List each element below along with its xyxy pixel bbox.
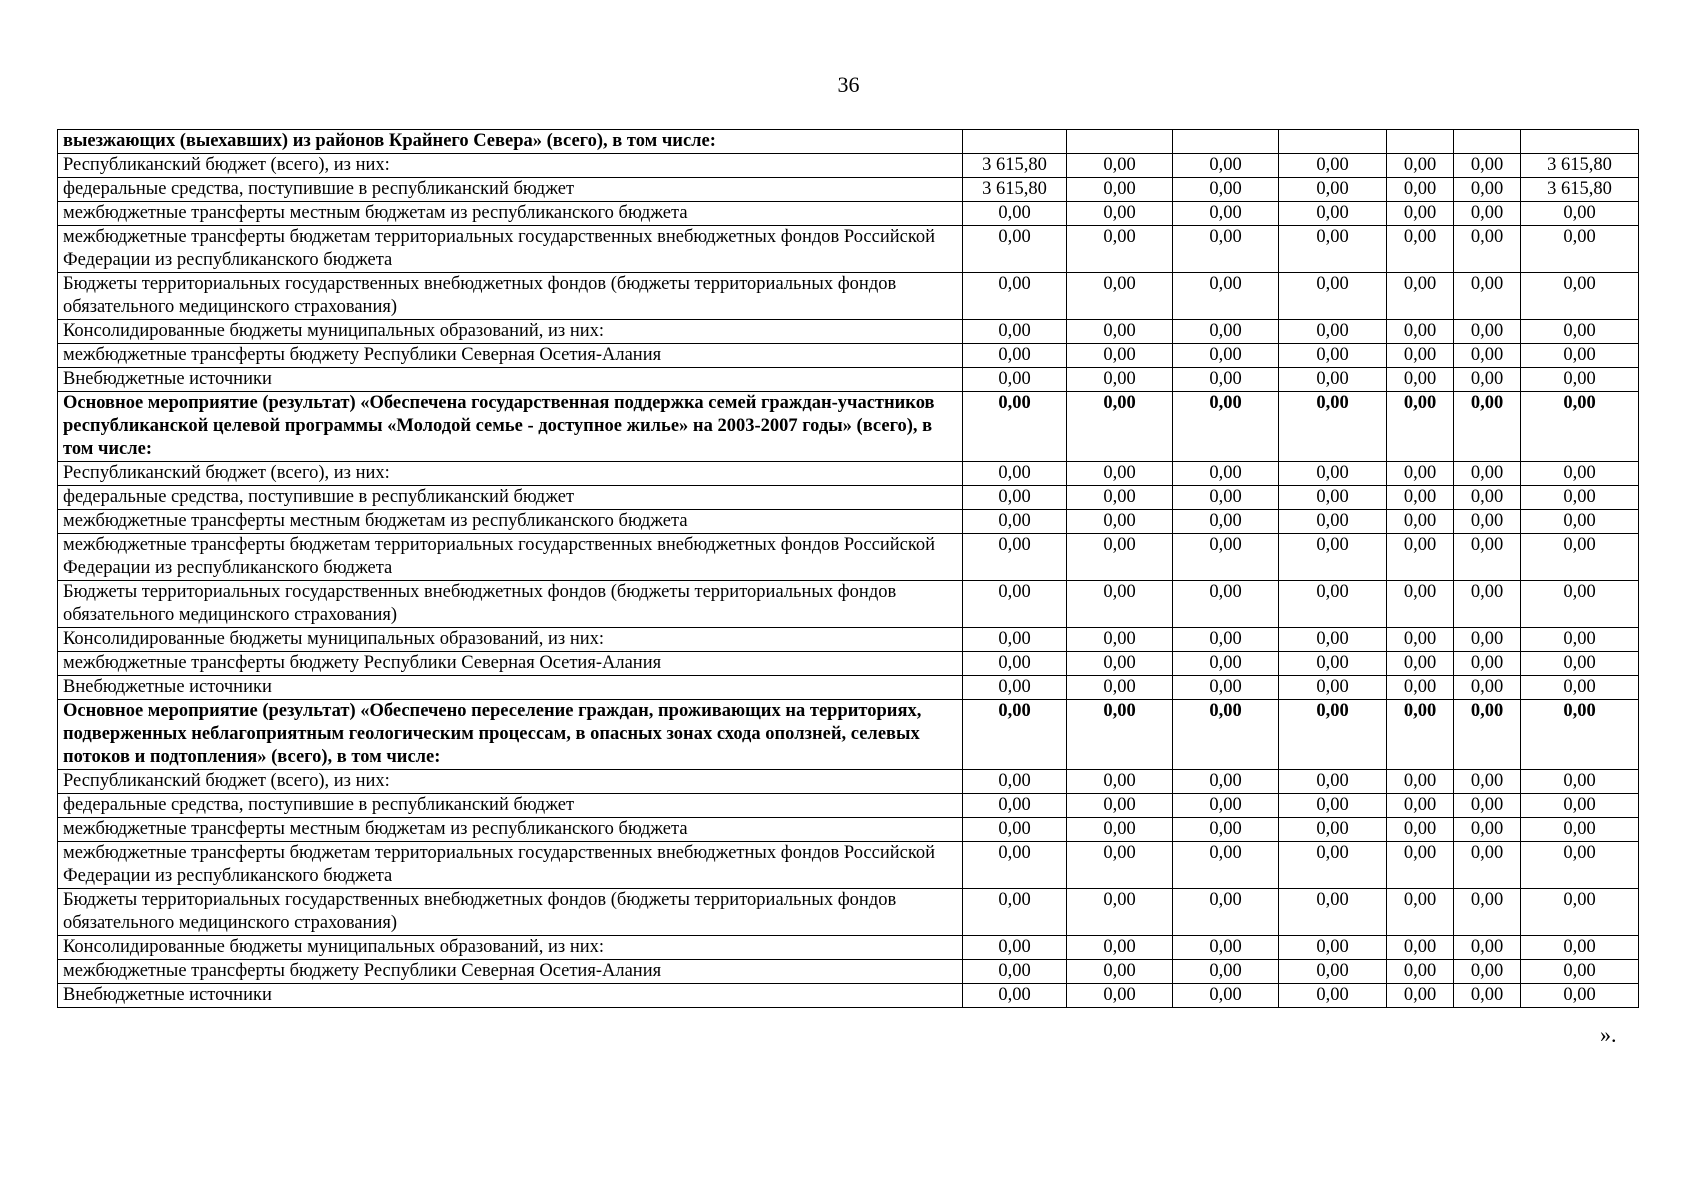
row-value xyxy=(1279,130,1387,154)
row-value: 0,00 xyxy=(1279,368,1387,392)
row-label: Консолидированные бюджеты муниципальных образований, из них: xyxy=(58,628,963,652)
row-value: 0,00 xyxy=(1387,936,1454,960)
table-row xyxy=(58,320,1639,344)
row-value: 3 615,80 xyxy=(1521,178,1639,202)
row-value: 0,00 xyxy=(1173,984,1279,1008)
row-value: 0,00 xyxy=(1454,818,1521,842)
row-value xyxy=(1173,130,1279,154)
row-value: 0,00 xyxy=(963,818,1067,842)
row-value: 0,00 xyxy=(1067,700,1173,770)
table-row xyxy=(58,368,1639,392)
table-row xyxy=(58,842,1639,889)
row-label: Республиканский бюджет (всего), из них: xyxy=(58,154,963,178)
row-value: 0,00 xyxy=(1454,273,1521,320)
row-label: выезжающих (выехавших) из районов Крайнего Севера» (всего), в том числе: xyxy=(58,130,963,154)
row-label: межбюджетные трансферты бюджету Республики Северная Осетия-Алания xyxy=(58,652,963,676)
row-value: 0,00 xyxy=(1387,984,1454,1008)
row-value: 0,00 xyxy=(1173,581,1279,628)
row-value: 0,00 xyxy=(1279,794,1387,818)
row-value: 0,00 xyxy=(1387,960,1454,984)
row-value: 0,00 xyxy=(1173,486,1279,510)
row-value: 0,00 xyxy=(1279,842,1387,889)
row-label: Основное мероприятие (результат) «Обеспечено переселение граждан, проживающих на территориях, подверженных неблагоприятным геологическим процессам, в опасных зонах схода оползней, селевых потоков и подтопления» (всего), в том числе: xyxy=(58,700,963,770)
row-value: 0,00 xyxy=(1521,344,1639,368)
table-row xyxy=(58,818,1639,842)
table-row xyxy=(58,130,1639,154)
row-label: Основное мероприятие (результат) «Обеспечена государственная поддержка семей граждан-участников республиканской целевой программы «Молодой семье - доступное жилье» на 2003-2007 годы» (всего), в том числе: xyxy=(58,392,963,462)
table-row xyxy=(58,178,1639,202)
table-row xyxy=(58,628,1639,652)
row-value: 0,00 xyxy=(1387,154,1454,178)
row-value: 0,00 xyxy=(1067,842,1173,889)
row-value: 0,00 xyxy=(1173,344,1279,368)
row-value: 0,00 xyxy=(1279,486,1387,510)
row-value: 0,00 xyxy=(1067,178,1173,202)
row-value: 0,00 xyxy=(1454,226,1521,273)
row-value: 0,00 xyxy=(1387,818,1454,842)
row-label: федеральные средства, поступившие в республиканский бюджет xyxy=(58,486,963,510)
row-value: 0,00 xyxy=(1454,320,1521,344)
closing-quote-mark: ». xyxy=(1600,1022,1617,1047)
row-value: 0,00 xyxy=(1454,581,1521,628)
row-value: 0,00 xyxy=(1279,818,1387,842)
table-row xyxy=(58,226,1639,273)
row-value: 0,00 xyxy=(1454,889,1521,936)
row-value: 0,00 xyxy=(963,652,1067,676)
row-value: 0,00 xyxy=(1454,984,1521,1008)
row-value: 0,00 xyxy=(1454,392,1521,462)
row-value: 0,00 xyxy=(1067,320,1173,344)
row-value: 0,00 xyxy=(1521,462,1639,486)
table-body xyxy=(58,130,1639,1008)
row-value: 0,00 xyxy=(1521,770,1639,794)
row-label: Внебюджетные источники xyxy=(58,984,963,1008)
row-value: 0,00 xyxy=(1279,700,1387,770)
row-value: 0,00 xyxy=(1173,273,1279,320)
row-value: 0,00 xyxy=(1454,960,1521,984)
row-value: 0,00 xyxy=(963,770,1067,794)
row-label: Бюджеты территориальных государственных внебюджетных фондов (бюджеты территориальных фондов обязательного медицинского страхования) xyxy=(58,889,963,936)
row-value: 0,00 xyxy=(963,842,1067,889)
row-value: 0,00 xyxy=(963,462,1067,486)
row-value: 0,00 xyxy=(1387,700,1454,770)
row-value: 0,00 xyxy=(963,794,1067,818)
row-label: межбюджетные трансферты бюджетам территориальных государственных внебюджетных фондов Российской Федерации из республиканского бюджета xyxy=(58,842,963,889)
row-value: 0,00 xyxy=(963,368,1067,392)
row-value: 0,00 xyxy=(1387,344,1454,368)
row-value: 0,00 xyxy=(1067,960,1173,984)
row-value: 0,00 xyxy=(1454,652,1521,676)
row-value: 0,00 xyxy=(1454,154,1521,178)
row-value: 0,00 xyxy=(1387,842,1454,889)
table-row xyxy=(58,273,1639,320)
row-value: 0,00 xyxy=(1387,794,1454,818)
row-value: 0,00 xyxy=(1454,510,1521,534)
row-value: 0,00 xyxy=(1067,226,1173,273)
table-row xyxy=(58,202,1639,226)
row-value: 0,00 xyxy=(1387,178,1454,202)
table-row xyxy=(58,652,1639,676)
row-value: 3 615,80 xyxy=(963,154,1067,178)
row-value: 0,00 xyxy=(1279,273,1387,320)
row-label: федеральные средства, поступившие в республиканский бюджет xyxy=(58,178,963,202)
row-value: 0,00 xyxy=(1387,652,1454,676)
row-value: 0,00 xyxy=(1521,889,1639,936)
row-label: Бюджеты территориальных государственных внебюджетных фондов (бюджеты территориальных фондов обязательного медицинского страхования) xyxy=(58,581,963,628)
row-value: 0,00 xyxy=(1279,462,1387,486)
row-value: 0,00 xyxy=(1521,581,1639,628)
row-value: 0,00 xyxy=(1521,368,1639,392)
row-value: 0,00 xyxy=(1521,273,1639,320)
row-value: 0,00 xyxy=(1173,154,1279,178)
row-value: 0,00 xyxy=(963,273,1067,320)
row-value: 0,00 xyxy=(1067,936,1173,960)
row-value: 0,00 xyxy=(1067,486,1173,510)
table-row xyxy=(58,700,1639,770)
row-value: 0,00 xyxy=(963,628,1067,652)
row-value: 0,00 xyxy=(1279,770,1387,794)
row-value: 0,00 xyxy=(1173,178,1279,202)
row-value: 0,00 xyxy=(1173,676,1279,700)
row-value: 0,00 xyxy=(963,984,1067,1008)
row-value: 0,00 xyxy=(1521,842,1639,889)
row-label: межбюджетные трансферты местным бюджетам из республиканского бюджета xyxy=(58,510,963,534)
row-value: 0,00 xyxy=(1173,628,1279,652)
row-value: 0,00 xyxy=(963,581,1067,628)
row-value: 0,00 xyxy=(1173,842,1279,889)
row-value: 0,00 xyxy=(1521,320,1639,344)
row-value: 0,00 xyxy=(1387,581,1454,628)
table-row xyxy=(58,889,1639,936)
row-value: 0,00 xyxy=(963,202,1067,226)
row-value: 0,00 xyxy=(1387,486,1454,510)
row-value: 0,00 xyxy=(1173,770,1279,794)
row-value: 0,00 xyxy=(1279,628,1387,652)
row-label: Внебюджетные источники xyxy=(58,368,963,392)
page-number: 36 xyxy=(837,72,860,97)
table-row xyxy=(58,984,1639,1008)
row-value: 0,00 xyxy=(1173,320,1279,344)
row-value: 0,00 xyxy=(1067,462,1173,486)
row-value: 0,00 xyxy=(1067,676,1173,700)
row-value: 0,00 xyxy=(1173,700,1279,770)
row-value: 0,00 xyxy=(1521,960,1639,984)
row-value: 0,00 xyxy=(1454,202,1521,226)
row-value: 0,00 xyxy=(1067,202,1173,226)
row-value: 0,00 xyxy=(1067,581,1173,628)
row-value: 0,00 xyxy=(1067,889,1173,936)
row-value: 0,00 xyxy=(1521,652,1639,676)
row-value: 0,00 xyxy=(1454,486,1521,510)
row-label: межбюджетные трансферты бюджетам территориальных государственных внебюджетных фондов Российской Федерации из республиканского бюджета xyxy=(58,226,963,273)
row-value: 0,00 xyxy=(1387,534,1454,581)
row-value: 0,00 xyxy=(1387,510,1454,534)
row-value: 0,00 xyxy=(1279,984,1387,1008)
row-value: 0,00 xyxy=(1067,368,1173,392)
row-value: 0,00 xyxy=(1454,700,1521,770)
row-value: 0,00 xyxy=(1521,936,1639,960)
row-value: 0,00 xyxy=(1454,462,1521,486)
table-row xyxy=(58,794,1639,818)
row-value: 0,00 xyxy=(1067,534,1173,581)
row-value: 0,00 xyxy=(1279,960,1387,984)
row-label: межбюджетные трансферты местным бюджетам из республиканского бюджета xyxy=(58,818,963,842)
row-value: 0,00 xyxy=(1454,842,1521,889)
row-value: 0,00 xyxy=(1173,818,1279,842)
row-label: Республиканский бюджет (всего), из них: xyxy=(58,462,963,486)
table-row xyxy=(58,392,1639,462)
row-value: 0,00 xyxy=(1454,368,1521,392)
row-value: 0,00 xyxy=(1454,936,1521,960)
row-value: 0,00 xyxy=(1279,581,1387,628)
row-value: 0,00 xyxy=(1173,226,1279,273)
table-row xyxy=(58,154,1639,178)
row-value: 0,00 xyxy=(1067,344,1173,368)
table-row xyxy=(58,510,1639,534)
row-value: 0,00 xyxy=(1521,202,1639,226)
row-value: 0,00 xyxy=(1173,368,1279,392)
row-value: 0,00 xyxy=(1521,676,1639,700)
row-value: 0,00 xyxy=(1067,794,1173,818)
row-value: 0,00 xyxy=(1387,226,1454,273)
row-value xyxy=(963,130,1067,154)
row-value: 0,00 xyxy=(1279,226,1387,273)
row-value: 0,00 xyxy=(963,889,1067,936)
table-row xyxy=(58,534,1639,581)
row-value: 0,00 xyxy=(1454,534,1521,581)
row-value: 0,00 xyxy=(1279,889,1387,936)
row-value: 0,00 xyxy=(963,676,1067,700)
row-value: 0,00 xyxy=(1454,628,1521,652)
row-value: 0,00 xyxy=(1067,770,1173,794)
table-row xyxy=(58,486,1639,510)
row-label: Консолидированные бюджеты муниципальных образований, из них: xyxy=(58,320,963,344)
row-value: 0,00 xyxy=(1173,652,1279,676)
row-value: 0,00 xyxy=(1067,392,1173,462)
row-value: 0,00 xyxy=(1521,392,1639,462)
row-value: 0,00 xyxy=(1173,462,1279,486)
row-value: 0,00 xyxy=(1387,889,1454,936)
row-value: 3 615,80 xyxy=(963,178,1067,202)
row-value: 0,00 xyxy=(1387,392,1454,462)
row-label: межбюджетные трансферты бюджетам территориальных государственных внебюджетных фондов Российской Федерации из республиканского бюджета xyxy=(58,534,963,581)
row-value: 0,00 xyxy=(1279,676,1387,700)
row-value: 0,00 xyxy=(1279,344,1387,368)
row-label: федеральные средства, поступившие в республиканский бюджет xyxy=(58,794,963,818)
row-value: 0,00 xyxy=(963,344,1067,368)
row-value: 0,00 xyxy=(1279,652,1387,676)
row-label: Бюджеты территориальных государственных внебюджетных фондов (бюджеты территориальных фондов обязательного медицинского страхования) xyxy=(58,273,963,320)
row-value: 0,00 xyxy=(1173,960,1279,984)
row-label: Консолидированные бюджеты муниципальных образований, из них: xyxy=(58,936,963,960)
row-value: 0,00 xyxy=(1279,392,1387,462)
row-value: 0,00 xyxy=(1521,628,1639,652)
row-value: 0,00 xyxy=(1387,462,1454,486)
row-value: 0,00 xyxy=(963,392,1067,462)
row-value: 0,00 xyxy=(1387,273,1454,320)
row-value: 0,00 xyxy=(1387,202,1454,226)
row-value: 0,00 xyxy=(1387,770,1454,794)
row-value: 0,00 xyxy=(1067,652,1173,676)
row-value xyxy=(1521,130,1639,154)
row-label: межбюджетные трансферты бюджету Республики Северная Осетия-Алания xyxy=(58,344,963,368)
row-value: 0,00 xyxy=(1067,984,1173,1008)
row-label: Республиканский бюджет (всего), из них: xyxy=(58,770,963,794)
row-value: 0,00 xyxy=(963,960,1067,984)
budget-table xyxy=(57,129,1639,1008)
table-row xyxy=(58,676,1639,700)
row-value: 0,00 xyxy=(963,936,1067,960)
row-value: 0,00 xyxy=(1173,794,1279,818)
row-label: межбюджетные трансферты бюджету Республики Северная Осетия-Алания xyxy=(58,960,963,984)
row-value: 0,00 xyxy=(963,486,1067,510)
row-value: 0,00 xyxy=(1173,534,1279,581)
table-row xyxy=(58,462,1639,486)
row-value: 0,00 xyxy=(1387,628,1454,652)
row-value xyxy=(1387,130,1454,154)
row-value: 0,00 xyxy=(963,226,1067,273)
row-value: 0,00 xyxy=(1173,510,1279,534)
row-value: 0,00 xyxy=(1279,202,1387,226)
row-value: 0,00 xyxy=(1521,818,1639,842)
row-label: межбюджетные трансферты местным бюджетам из республиканского бюджета xyxy=(58,202,963,226)
row-value: 0,00 xyxy=(1279,510,1387,534)
row-value: 0,00 xyxy=(1279,154,1387,178)
row-value: 0,00 xyxy=(1521,510,1639,534)
row-value: 0,00 xyxy=(963,320,1067,344)
row-value: 0,00 xyxy=(1454,344,1521,368)
row-value xyxy=(1067,130,1173,154)
row-value: 0,00 xyxy=(1173,889,1279,936)
row-value: 0,00 xyxy=(1521,226,1639,273)
row-value: 0,00 xyxy=(1454,770,1521,794)
row-value: 0,00 xyxy=(1279,936,1387,960)
row-value: 0,00 xyxy=(1067,273,1173,320)
row-value: 0,00 xyxy=(1279,534,1387,581)
table-row xyxy=(58,770,1639,794)
row-label: Внебюджетные источники xyxy=(58,676,963,700)
row-value: 0,00 xyxy=(1173,392,1279,462)
row-value: 0,00 xyxy=(1454,794,1521,818)
row-value: 0,00 xyxy=(1521,534,1639,581)
table-row xyxy=(58,344,1639,368)
row-value: 0,00 xyxy=(1279,320,1387,344)
row-value: 0,00 xyxy=(1173,936,1279,960)
table-row xyxy=(58,581,1639,628)
row-value: 0,00 xyxy=(963,510,1067,534)
row-value: 0,00 xyxy=(1454,178,1521,202)
row-value: 0,00 xyxy=(1387,368,1454,392)
row-value: 0,00 xyxy=(1067,628,1173,652)
row-value: 0,00 xyxy=(1173,202,1279,226)
row-value: 0,00 xyxy=(1521,984,1639,1008)
row-value: 0,00 xyxy=(1454,676,1521,700)
row-value: 0,00 xyxy=(1387,320,1454,344)
row-value: 0,00 xyxy=(1067,510,1173,534)
row-value: 0,00 xyxy=(1279,178,1387,202)
row-value: 0,00 xyxy=(1067,154,1173,178)
row-value: 0,00 xyxy=(963,534,1067,581)
row-value: 3 615,80 xyxy=(1521,154,1639,178)
row-value: 0,00 xyxy=(1521,700,1639,770)
row-value: 0,00 xyxy=(1521,486,1639,510)
row-value xyxy=(1454,130,1521,154)
row-value: 0,00 xyxy=(963,700,1067,770)
row-value: 0,00 xyxy=(1067,818,1173,842)
row-value: 0,00 xyxy=(1387,676,1454,700)
table-row xyxy=(58,936,1639,960)
row-value: 0,00 xyxy=(1521,794,1639,818)
table-row xyxy=(58,960,1639,984)
